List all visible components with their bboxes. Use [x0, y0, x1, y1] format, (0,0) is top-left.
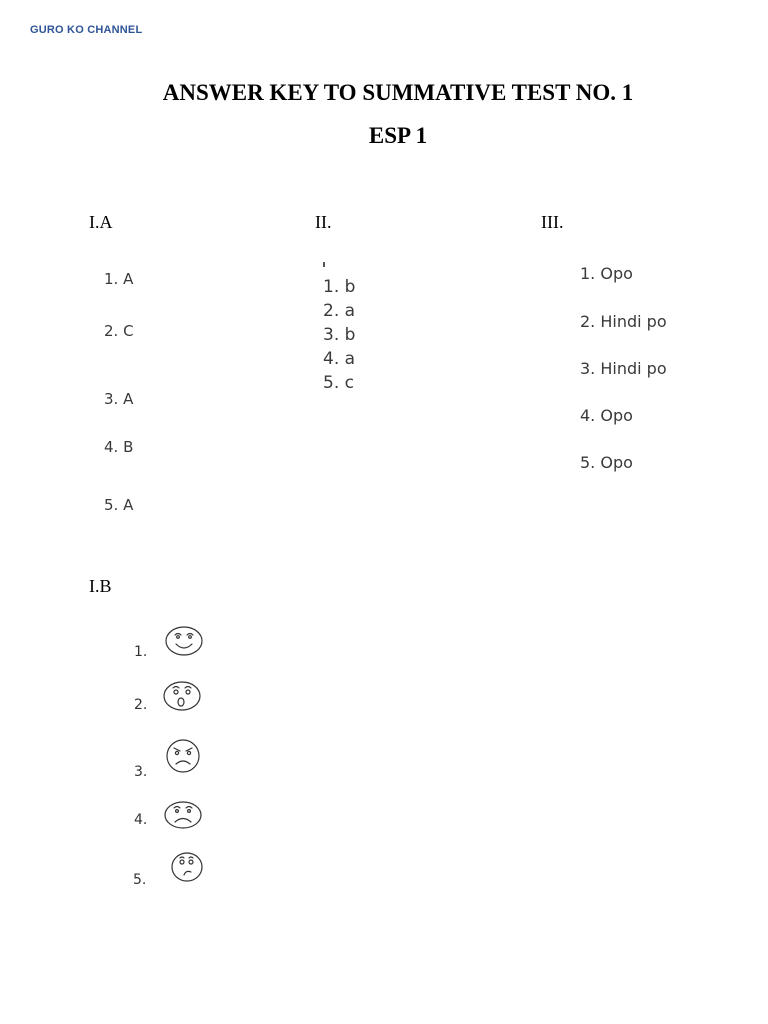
ia-answer-5: 5. A	[104, 496, 134, 514]
happy-face-icon	[164, 625, 204, 657]
ia-answer-4: 4. B	[104, 438, 134, 456]
page-subtitle: ESP 1	[368, 123, 428, 148]
iii-answer-5: 5. Opo	[580, 453, 633, 472]
ii-answer-5: 5. c	[323, 373, 354, 393]
angry-face-icon	[165, 738, 201, 774]
ia-answer-3: 3. A	[104, 390, 134, 408]
ib-number-1: 1.	[134, 644, 148, 660]
ii-answer-3: 3. b	[323, 325, 356, 345]
iii-answer-4: 4. Opo	[580, 406, 633, 425]
ii-answer-2: 2. a	[323, 301, 356, 321]
ib-number-2: 2.	[134, 697, 148, 713]
ia-answer-2: 2. C	[104, 322, 134, 340]
ib-number-4: 4.	[134, 812, 148, 828]
ib-number-5: 5.	[133, 872, 147, 888]
surprised-face-icon	[162, 680, 202, 712]
section-ii-label: II.	[315, 212, 332, 232]
iii-answer-2: 2. Hindi po	[580, 312, 667, 331]
section-ia-label: I.A	[89, 212, 113, 232]
worried-face-icon	[170, 851, 204, 883]
ii-answer-list	[323, 275, 355, 395]
ii-answer-4: 4. a	[323, 349, 356, 369]
section-iii-label: III.	[541, 212, 564, 232]
iii-answer-1: 1. Opo	[580, 264, 633, 283]
sad-face-icon	[163, 800, 203, 830]
ia-answer-1: 1. A	[104, 270, 134, 288]
stray-mark	[323, 262, 325, 267]
page-title: ANSWER KEY TO SUMMATIVE TEST NO. 1	[162, 80, 634, 105]
channel-header: GURO KO CHANNEL	[30, 24, 143, 36]
ib-number-3: 3.	[134, 764, 148, 780]
iii-answer-3: 3. Hindi po	[580, 359, 667, 378]
section-ib-label: I.B	[89, 576, 112, 596]
ii-answer-1: 1. b	[323, 277, 356, 297]
